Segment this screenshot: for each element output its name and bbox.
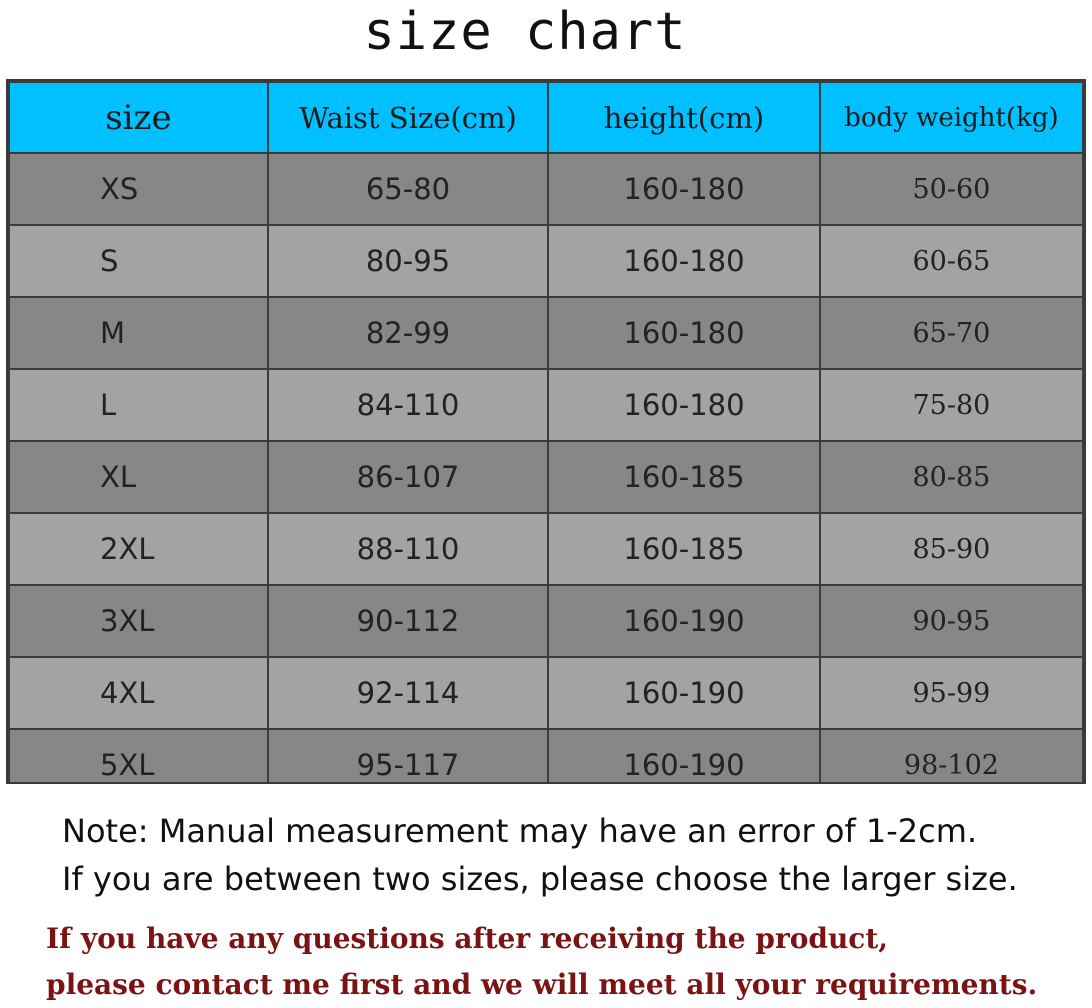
- cell-weight: 98-102: [820, 729, 1083, 784]
- cell-waist: 80-95: [268, 225, 548, 297]
- cell-height: 160-190: [548, 729, 820, 784]
- contact-notice-line-2: please contact me first and we will meet all your requirements.: [46, 968, 1038, 1001]
- note-measurement-error: Note: Manual measurement may have an error of 1-2cm.: [62, 812, 978, 850]
- cell-weight: 60-65: [820, 225, 1083, 297]
- contact-notice-line-1: If you have any questions after receiving the product,: [46, 922, 889, 955]
- cell-waist: 65-80: [268, 153, 548, 225]
- cell-height: 160-180: [548, 297, 820, 369]
- cell-waist: 90-112: [268, 585, 548, 657]
- cell-weight: 85-90: [820, 513, 1083, 585]
- cell-waist: 84-110: [268, 369, 548, 441]
- table-row: [9, 369, 1083, 441]
- cell-height: 160-190: [548, 657, 820, 729]
- header-waist-size: Waist Size(cm): [268, 82, 548, 153]
- cell-weight: 75-80: [820, 369, 1083, 441]
- cell-height: 160-185: [548, 513, 820, 585]
- size-table-container: [6, 79, 1086, 784]
- cell-weight: 95-99: [820, 657, 1083, 729]
- cell-weight: 65-70: [820, 297, 1083, 369]
- header-size: size: [9, 82, 268, 153]
- cell-size: M: [9, 297, 268, 369]
- table-row: [9, 657, 1083, 729]
- cell-weight: 50-60: [820, 153, 1083, 225]
- cell-size: S: [9, 225, 268, 297]
- table-row: [9, 225, 1083, 297]
- cell-size: 2XL: [9, 513, 268, 585]
- cell-size: XL: [9, 441, 268, 513]
- cell-size: 3XL: [9, 585, 268, 657]
- cell-weight: 80-85: [820, 441, 1083, 513]
- header-body-weight: body weight(kg): [820, 82, 1083, 153]
- table-row: [9, 513, 1083, 585]
- cell-waist: 95-117: [268, 729, 548, 784]
- cell-waist: 86-107: [268, 441, 548, 513]
- cell-waist: 82-99: [268, 297, 548, 369]
- cell-size: 5XL: [9, 729, 268, 784]
- cell-height: 160-180: [548, 369, 820, 441]
- table-row: [9, 729, 1083, 784]
- cell-height: 160-185: [548, 441, 820, 513]
- cell-height: 160-180: [548, 153, 820, 225]
- size-table: [8, 81, 1084, 784]
- cell-weight: 90-95: [820, 585, 1083, 657]
- cell-height: 160-190: [548, 585, 820, 657]
- page-title: size chart: [363, 2, 687, 62]
- header-height: height(cm): [548, 82, 820, 153]
- cell-size: XS: [9, 153, 268, 225]
- table-header-row: [9, 82, 1083, 153]
- cell-waist: 88-110: [268, 513, 548, 585]
- cell-size: L: [9, 369, 268, 441]
- table-row: [9, 441, 1083, 513]
- table-row: [9, 153, 1083, 225]
- note-choose-larger-size: If you are between two sizes, please choose the larger size.: [62, 860, 1018, 898]
- cell-height: 160-180: [548, 225, 820, 297]
- cell-waist: 92-114: [268, 657, 548, 729]
- table-row: [9, 585, 1083, 657]
- cell-size: 4XL: [9, 657, 268, 729]
- table-row: [9, 297, 1083, 369]
